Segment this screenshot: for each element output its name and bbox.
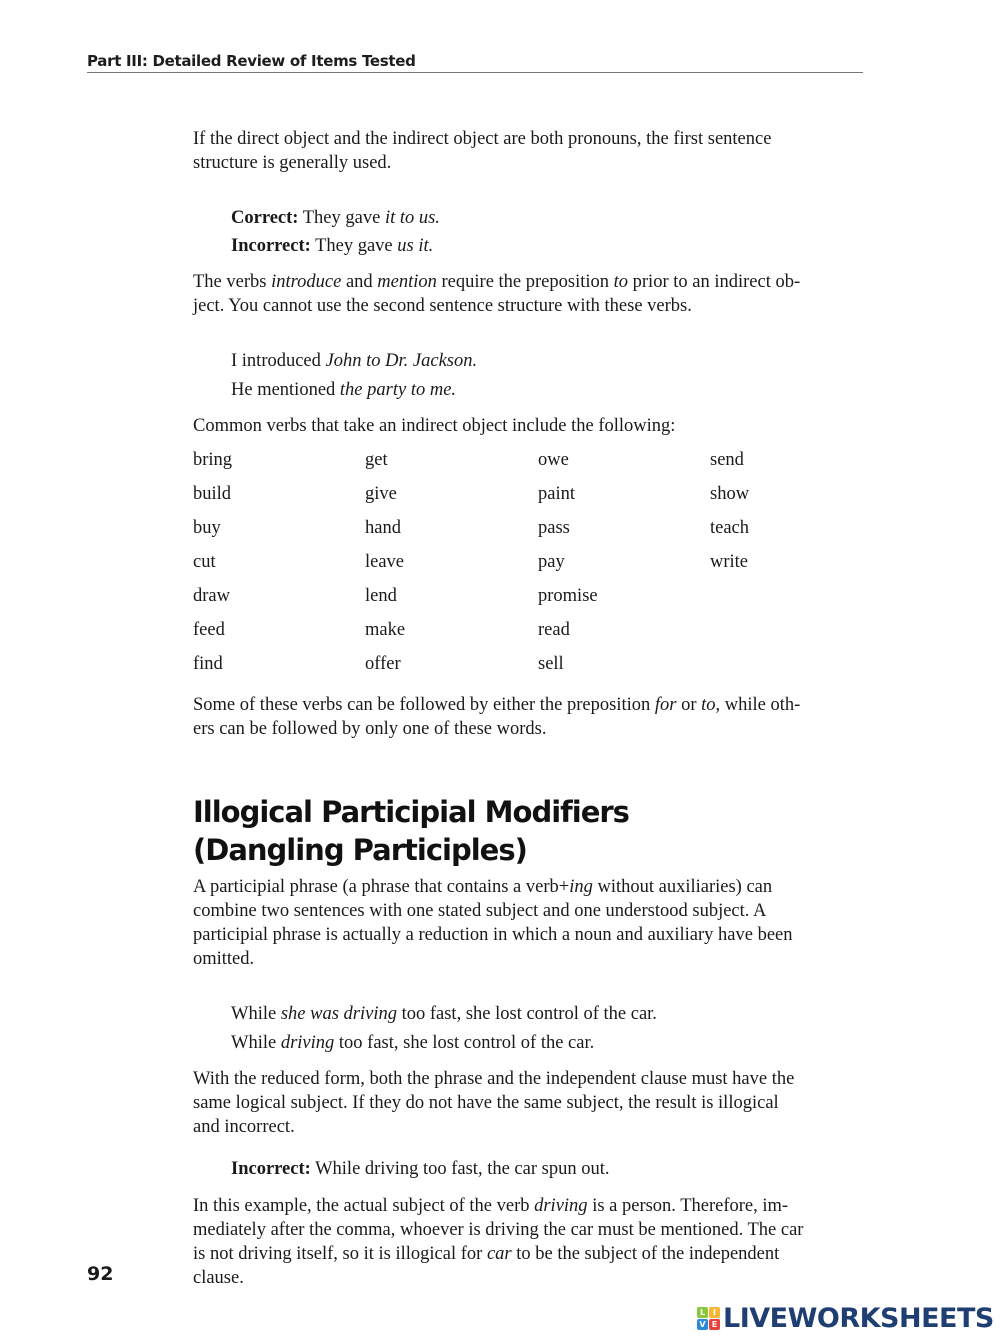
- text-run: is not driving itself, so it is illogical for: [193, 1244, 487, 1264]
- text-run: and incorrect.: [193, 1117, 295, 1137]
- text-run: , while oth-: [715, 695, 801, 715]
- text-run: The verbs: [193, 272, 272, 292]
- text-line: [193, 899, 793, 923]
- text-line: [231, 1002, 657, 1026]
- text-run: combine two sentences with one stated subject and one understood subject. A: [193, 901, 767, 921]
- verb-cell: sell: [538, 654, 564, 674]
- verb-cell: give: [365, 484, 397, 504]
- verb-cell: owe: [538, 450, 569, 470]
- paragraph: [193, 1194, 803, 1290]
- italic-text: car: [486, 1244, 512, 1264]
- verb-cell: build: [193, 484, 232, 504]
- table-row: [193, 450, 893, 474]
- italic-text: driving: [534, 1196, 588, 1216]
- text-line: [193, 1091, 794, 1115]
- text-run: A participial phrase (a phrase that contains a verb+: [193, 877, 570, 897]
- paragraph: [193, 270, 800, 318]
- text-line: [231, 1157, 609, 1181]
- running-header: Part III: Detailed Review of Items Tested: [87, 52, 416, 70]
- verb-cell: send: [710, 450, 744, 470]
- verb-cell: draw: [193, 586, 230, 606]
- page-number: 92: [87, 1263, 114, 1285]
- italic-text: for: [654, 695, 677, 715]
- text-run: I introduced: [231, 351, 326, 371]
- text-line: [193, 414, 675, 438]
- logo-letter-tile: V: [697, 1319, 708, 1330]
- verb-cell: read: [538, 620, 570, 640]
- verb-cell: show: [710, 484, 750, 504]
- logo-icon: [697, 1307, 720, 1330]
- example-sentence: [231, 1157, 609, 1181]
- italic-text: ing: [569, 877, 593, 897]
- table-row: [193, 484, 893, 508]
- logo-letter-tile: I: [709, 1307, 720, 1318]
- text-run: He mentioned: [231, 380, 340, 400]
- text-run: or: [676, 695, 702, 715]
- italic-text: us it.: [397, 236, 434, 256]
- verb-cell: pass: [538, 518, 570, 538]
- text-run: is a person. Therefore, im-: [587, 1196, 789, 1216]
- example-sentence: [231, 349, 477, 373]
- liveworksheets-logo[interactable]: [697, 1303, 994, 1334]
- logo-letter-tile: L: [697, 1307, 708, 1318]
- text-line: [193, 1194, 803, 1218]
- text-run: While: [231, 1004, 281, 1024]
- verb-cell: make: [365, 620, 406, 640]
- verb-cell: promise: [538, 586, 598, 606]
- bold-label: Incorrect:: [231, 236, 311, 256]
- verb-cell: buy: [193, 518, 221, 538]
- text-run: structure is generally used.: [193, 153, 392, 173]
- text-run: and: [341, 272, 378, 292]
- heading-line-2: (Dangling Participles): [193, 833, 527, 867]
- italic-text: introduce: [271, 272, 342, 292]
- text-line: [193, 151, 771, 175]
- text-line: [231, 234, 433, 258]
- text-run: require the preposition: [436, 272, 614, 292]
- verb-cell: cut: [193, 552, 216, 572]
- verb-cell: write: [710, 552, 749, 572]
- text-line: [193, 1067, 794, 1091]
- text-run: With the reduced form, both the phrase and the independent clause must have the: [193, 1069, 795, 1089]
- verb-cell: find: [193, 654, 223, 674]
- text-line: [231, 349, 477, 373]
- italic-text: to: [613, 272, 629, 292]
- italic-text: mention: [377, 272, 437, 292]
- verb-cell: bring: [193, 450, 233, 470]
- logo-text: LIVEWORKSHEETS: [723, 1303, 994, 1334]
- text-run: Common verbs that take an indirect object include the following:: [193, 416, 676, 436]
- paragraph: [193, 693, 800, 741]
- verb-cell: paint: [538, 484, 575, 504]
- example-sentence: [231, 378, 456, 402]
- verb-cell: get: [365, 450, 388, 470]
- text-line: [193, 270, 800, 294]
- text-line: [193, 1218, 803, 1242]
- text-line: [193, 717, 800, 741]
- text-run: In this example, the actual subject of the verb: [193, 1196, 535, 1216]
- italic-text: the party to me.: [339, 380, 457, 400]
- text-line: [193, 693, 800, 717]
- example-sentence: [231, 1031, 594, 1055]
- italic-text: driving: [280, 1033, 335, 1053]
- text-run: omitted.: [193, 949, 255, 969]
- verb-cell: leave: [365, 552, 405, 572]
- example-sentence: [231, 1002, 657, 1026]
- table-row: [193, 620, 893, 644]
- heading-line-1: Illogical Participial Modifiers: [193, 795, 629, 829]
- text-run: While: [231, 1033, 281, 1053]
- text-line: [231, 1031, 594, 1055]
- table-row: [193, 586, 893, 610]
- verb-cell: pay: [538, 552, 565, 572]
- italic-text: to: [701, 695, 716, 715]
- text-run: They gave: [310, 236, 398, 256]
- text-run: without auxiliaries) can: [592, 877, 773, 897]
- table-row: [193, 518, 893, 542]
- text-run: If the direct object and the indirect object are both pronouns, the first sentence: [193, 129, 772, 149]
- text-run: Some of these verbs can be followed by either the preposition: [193, 695, 655, 715]
- text-run: to be the subject of the independent: [511, 1244, 780, 1264]
- italic-text: it to us.: [384, 208, 440, 228]
- example-sentence: [231, 206, 440, 230]
- text-line: [193, 923, 793, 947]
- paragraph: [193, 1067, 794, 1139]
- verb-cell: hand: [365, 518, 401, 538]
- table-row: [193, 654, 893, 678]
- text-line: [193, 127, 771, 151]
- text-line: [193, 1266, 803, 1290]
- text-line: [193, 947, 793, 971]
- text-run: too fast, she lost control of the car.: [396, 1004, 657, 1024]
- text-run: ers can be followed by only one of these words.: [193, 719, 547, 739]
- section-heading: [193, 793, 629, 869]
- text-line: [193, 1115, 794, 1139]
- text-line: [231, 378, 456, 402]
- italic-text: John to Dr. Jackson.: [325, 351, 478, 371]
- verb-cell: feed: [193, 620, 225, 640]
- text-run: clause.: [193, 1268, 244, 1288]
- text-run: participial phrase is actually a reduction in which a noun and auxiliary have been: [193, 925, 793, 945]
- text-run: ject. You cannot use the second sentence structure with these verbs.: [193, 296, 692, 316]
- bold-label: Correct:: [231, 208, 299, 228]
- verb-cell: teach: [710, 518, 750, 538]
- text-line: [193, 875, 793, 899]
- text-run: They gave: [298, 208, 385, 228]
- text-line: [193, 1242, 803, 1266]
- bold-label: Incorrect:: [231, 1159, 311, 1179]
- text-run: mediately after the comma, whoever is driving the car must be mentioned. The car: [193, 1220, 804, 1240]
- verb-cell: offer: [365, 654, 401, 674]
- text-run: prior to an indirect ob-: [628, 272, 801, 292]
- header-rule: [87, 72, 863, 73]
- paragraph: [193, 414, 675, 438]
- text-run: too fast, she lost control of the car.: [334, 1033, 595, 1053]
- paragraph: [193, 875, 793, 971]
- logo-letter-tile: E: [709, 1319, 720, 1330]
- text-run: same logical subject. If they do not have the same subject, the result is illogical: [193, 1093, 779, 1113]
- table-row: [193, 552, 893, 576]
- example-sentence: [231, 234, 433, 258]
- text-line: [231, 206, 440, 230]
- italic-text: she was driving: [280, 1004, 397, 1024]
- paragraph: [193, 127, 771, 175]
- text-run: While driving too fast, the car spun out.: [310, 1159, 610, 1179]
- verb-cell: lend: [365, 586, 397, 606]
- text-line: [193, 294, 800, 318]
